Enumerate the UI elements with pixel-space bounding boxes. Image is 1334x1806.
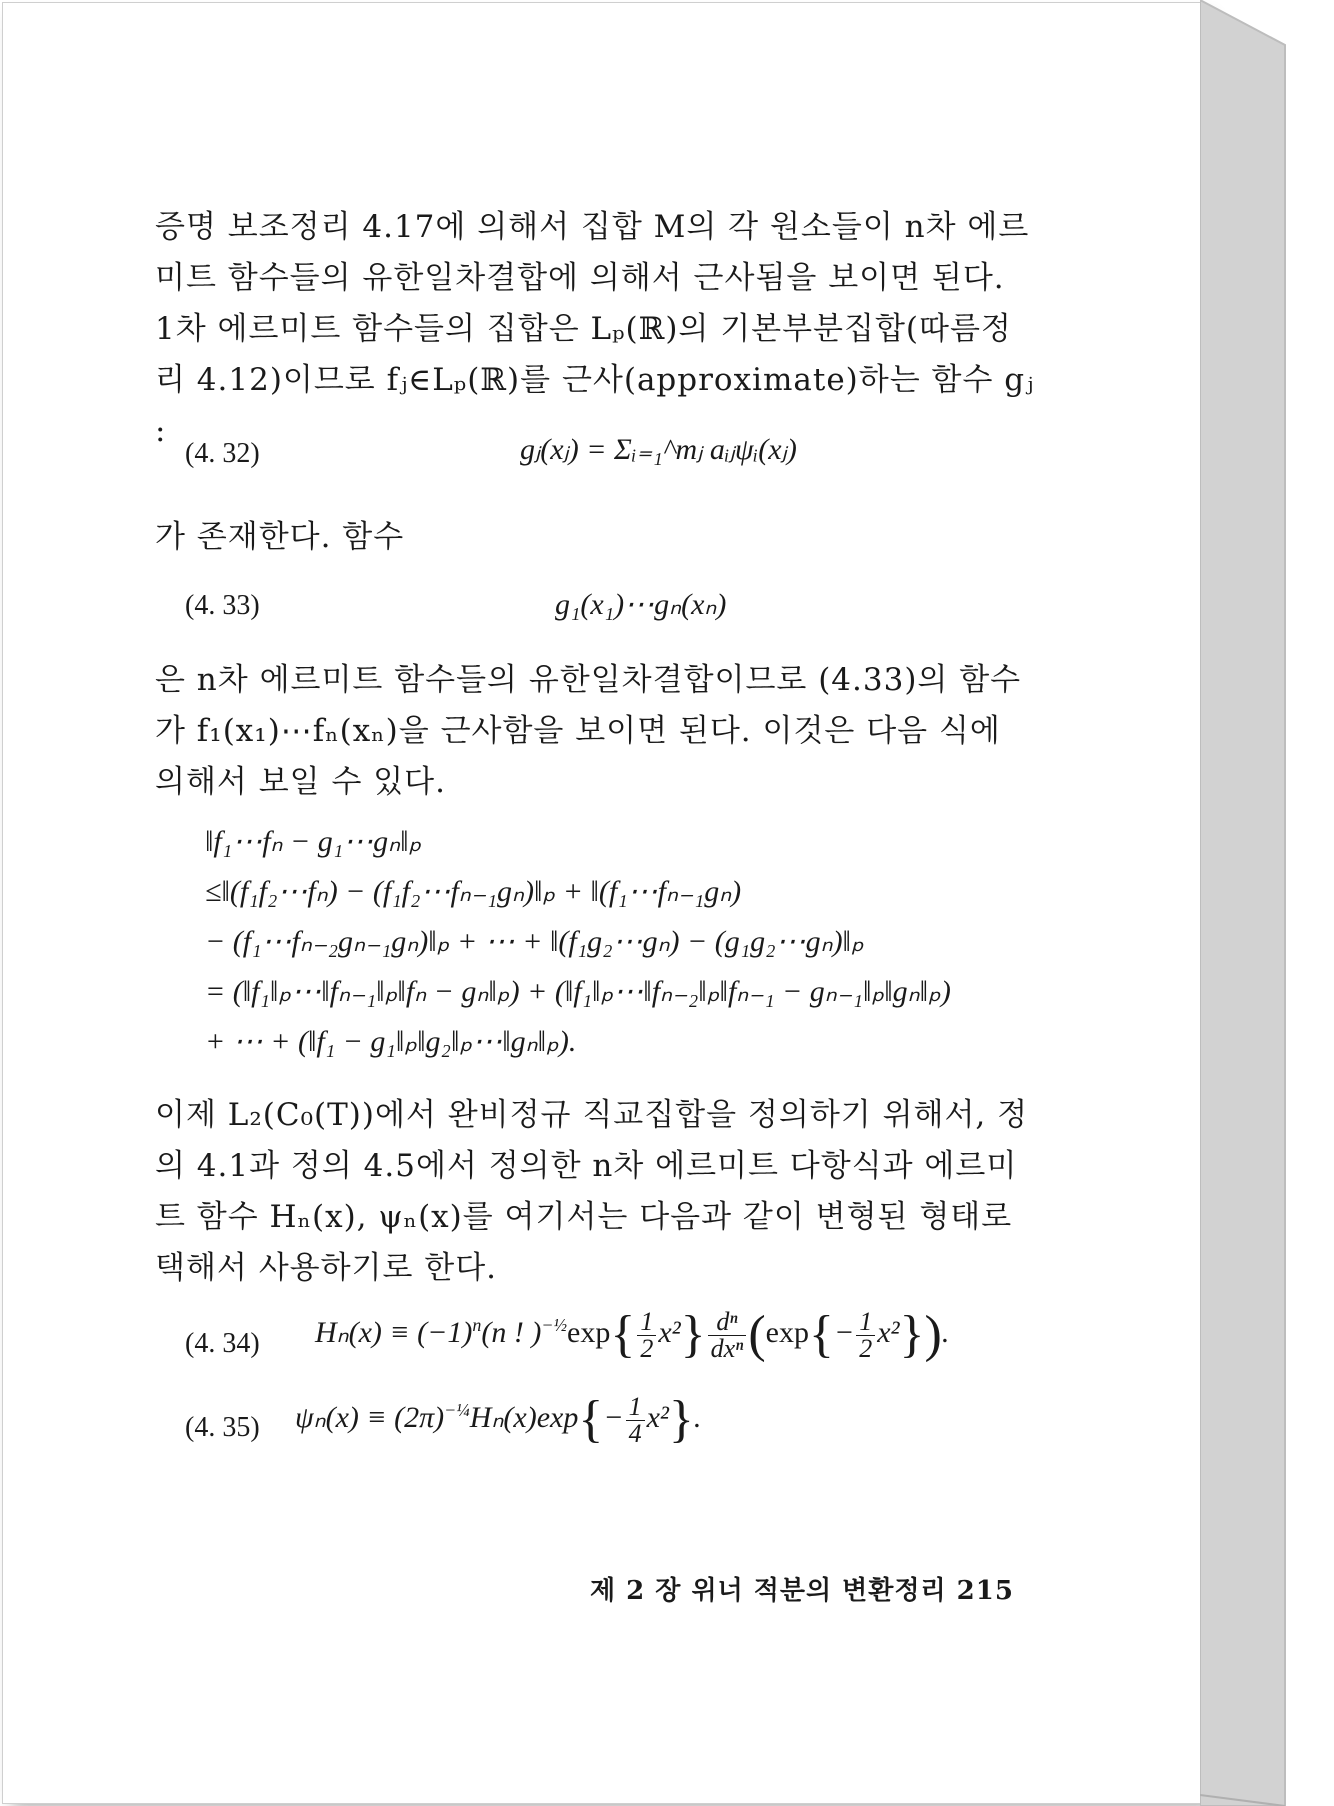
norm-chain-line-2: ≤‖(f₁f₂⋯fₙ) − (f₁f₂⋯fₙ₋₁gₙ)‖ₚ + ‖(f₁⋯fₙ₋₁gₙ) [205, 875, 742, 908]
left-brace: { [610, 1306, 636, 1364]
equation-number-4-35: (4. 35) [185, 1412, 260, 1443]
derivative-denominator: dxⁿ [710, 1333, 744, 1363]
fraction-denominator: 2 [640, 1333, 654, 1363]
book-edge [1200, 0, 1334, 1806]
derivative-numerator: dⁿ [708, 1309, 747, 1336]
norm-chain-line-4: = (‖f₁‖ₚ⋯‖fₙ₋₁‖ₚ‖fₙ − gₙ‖ₚ) + (‖f₁‖ₚ⋯‖fₙ₋₂‖ₚ‖fₙ₋₁ − gₙ₋₁‖ₚ‖gₙ‖ₚ) [205, 975, 951, 1008]
equation-4-32: gⱼ(xⱼ) = Σᵢ₌₁^mⱼ aᵢⱼψᵢ(xⱼ) [520, 433, 797, 466]
eq34-derivative [708, 1306, 747, 1363]
fraction-denominator: 2 [859, 1333, 873, 1363]
eq35-middle: Hₙ(x)exp [469, 1401, 579, 1434]
paragraph-exists: 가 존재한다. 함수 [155, 519, 405, 555]
eq34-x-squared-inner: x² [877, 1316, 900, 1349]
right-brace: } [668, 1391, 694, 1449]
fraction-numerator: 1 [856, 1309, 875, 1336]
fraction-numerator: 1 [626, 1394, 645, 1421]
paragraph-hermite-definition: 이제 L₂(C₀(T))에서 완비정규 직교집합을 정의하기 위해서, 정의 4.1과 정의 4.5에서 정의한 n차 에르미트 다항식과 에르미트 함수 Hₙ(x), ψₙ(x)를 여기서는 다음과 같이 변형된 형태로 택해서 사용하기로 한다. [155, 1097, 1029, 1286]
right-paren: ) [924, 1306, 942, 1364]
eq35-exponent: −¼ [444, 1400, 470, 1420]
equation-4-35 [295, 1390, 701, 1447]
eq34-x-squared: x² [658, 1316, 681, 1349]
eq34-exponent-half: −½ [541, 1315, 568, 1335]
eq34-minus: − [833, 1316, 855, 1349]
period: . [941, 1316, 950, 1349]
equation-4-33: g₁(x₁)⋯gₙ(xₙ) [555, 588, 727, 621]
eq34-fraction-half [637, 1306, 656, 1363]
paragraph-proof-intro: 증명 보조정리 4.17에 의해서 집합 M의 각 원소들이 n차 에르미트 함수들의 유한일차결합에 의해서 근사됨을 보이면 된다. 1차 에르미트 함수들의 집합은 Lₚ(ℝ)의 기본부분집합(따름정리 4.12)이므로 fⱼ∈Lₚ(ℝ)를 근사(approximate)하는 함수 gⱼ : [155, 209, 1035, 449]
eq35-x-squared: x² [646, 1401, 669, 1434]
eq34-exp-inner: exp [765, 1316, 809, 1349]
fraction-numerator: 1 [637, 1309, 656, 1336]
norm-chain-line-3: − (f₁⋯fₙ₋₂gₙ₋₁gₙ)‖ₚ + ⋯ + ‖(f₁g₂⋯gₙ) − (g₁g₂⋯gₙ)‖ₚ [205, 925, 864, 958]
norm-chain-line-1: ‖f₁⋯fₙ − g₁⋯gₙ‖ₚ [205, 825, 422, 858]
right-brace-inner: } [899, 1306, 925, 1364]
paragraph-approximation: 은 n차 에르미트 함수들의 유한일차결합이므로 (4.33)의 함수가 f₁(x₁)⋯fₙ(xₙ)을 근사함을 보이면 된다. 이것은 다음 식에 의해서 보일 수 있다. [155, 662, 1022, 800]
equation-number-4-32: (4. 32) [185, 438, 260, 469]
norm-chain-line-5: + ⋯ + (‖f₁ − g₁‖ₚ‖g₂‖ₚ⋯‖gₙ‖ₚ). [205, 1025, 577, 1058]
page-footer: 제 2 장 위너 적분의 변환정리 215 [590, 1576, 1014, 1606]
eq34-exp: exp [567, 1316, 611, 1349]
left-paren: ( [748, 1306, 766, 1364]
equation-number-4-33: (4. 33) [185, 590, 260, 621]
eq34-factorial: (n ! ) [481, 1316, 542, 1349]
eq35-minus: − [603, 1401, 624, 1434]
equation-4-34 [315, 1305, 949, 1362]
left-brace-inner: { [809, 1306, 834, 1364]
eq35-fraction [626, 1391, 645, 1448]
period: . [693, 1401, 702, 1434]
fraction-denominator: 4 [628, 1418, 642, 1448]
left-brace: { [578, 1391, 604, 1449]
eq34-fraction-inner [856, 1306, 875, 1363]
eq35-lhs: ψₙ(x) ≡ (2π) [295, 1401, 445, 1434]
right-brace: } [680, 1306, 706, 1364]
eq34-exponent-n: n [472, 1315, 482, 1335]
equation-number-4-34: (4. 34) [185, 1328, 260, 1359]
eq34-lhs: Hₙ(x) ≡ (−1) [315, 1316, 473, 1349]
